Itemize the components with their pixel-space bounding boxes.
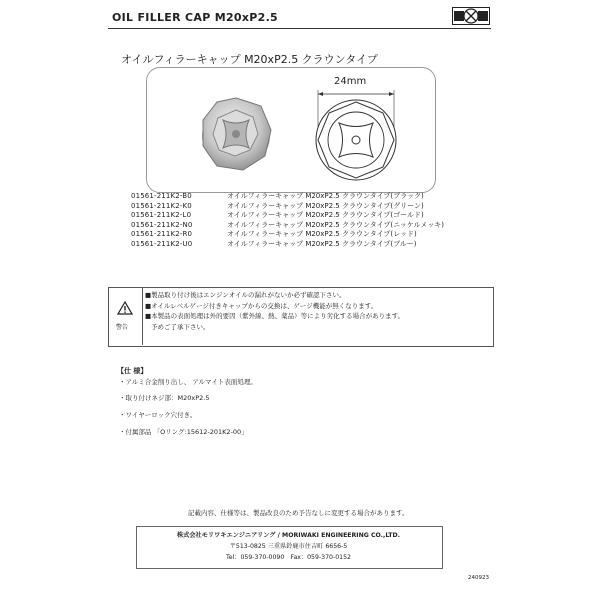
part-name: オイルフィラーキャップ M20xP2.5 クラウンタイプ(グリーン) [227,201,424,210]
part-number: 01561-211K2-B0 [131,192,192,200]
page-title: OIL FILLER CAP M20xP2.5 [112,11,278,24]
warning-label: 警告 [116,324,129,331]
spec-heading: 【仕 様】 [117,367,148,375]
part-number: 01561-211K2-N0 [131,220,193,229]
part-name: オイルフィラーキャップ M20xP2.5 クラウンタイプ(ニッケルメッキ) [227,220,444,229]
product-drawing-top [306,84,406,184]
part-number: 01561-211K2-U0 [131,239,193,248]
header-rule [108,28,491,29]
company-phone: Tel：059-370-0090 Fax：059-370-0152 [226,554,351,561]
list-item [131,221,444,231]
part-name: オイルフィラーキャップ M20xP2.5 クラウンタイプ(レッド) [227,230,417,239]
list-item [131,211,444,221]
dimension-label: 24mm [334,76,367,87]
spec-item: ・取り付けネジ部：M20xP2.5 [119,394,210,402]
spec-item: ・アルミ合金削り出し、 アルマイト表面処理。 [119,378,257,386]
list-item [131,230,444,240]
parts-list [131,192,444,250]
document-code: 240923 [468,575,489,581]
list-item [131,202,444,212]
part-name: オイルフィラーキャップ M20xP2.5 クラウンタイプ(ゴールド) [227,211,424,220]
warning-line: ■オイルレベルゲージ付きキャップからの交換は、ゲージ機能が無くなります。 [145,301,378,310]
spec-item: ・ワイヤーロック穴付き。 [119,411,197,419]
warning-line: ■本製品の表面処理は外的要因（紫外線、熱、薬品）等により劣化する場合があります。 [145,312,405,320]
product-photo-angled [195,92,277,174]
company-name: 株式会社モリワキエンジニアリング / MORIWAKI ENGINEERING CO.,LTD. [177,532,400,539]
warning-icon-cell [108,287,143,345]
list-item [131,192,444,202]
part-number: 01561-211K2-L0 [131,211,192,220]
change-notice: 記載内容、仕様等は、製品改良のため予告なしに変更する場合があります。 [188,509,409,517]
product-subtitle: オイルフィラーキャップ M20xP2.5 クラウンタイプ [121,53,378,66]
part-name: オイルフィラーキャップ M20xP2.5 クラウンタイプ(ブラック) [227,192,424,200]
moriwaki-logo [452,7,490,25]
warning-line: ■製品取り付け後はエンジンオイルの漏れがないか必ず確認下さい。 [145,291,346,299]
spec-item: ・付属部品 「Oリング:15612-201K2-00」 [119,428,248,436]
warning-line: 予めご了承下さい。 [151,322,210,331]
list-item [131,240,444,250]
part-number: 01561-211K2-K0 [131,201,192,210]
part-name: オイルフィラーキャップ M20xP2.5 クラウンタイプ(ブルー) [227,239,417,248]
warning-text [145,290,404,332]
warning-triangle-icon [117,301,133,315]
company-address: 〒513-0825 三重県鈴鹿市住吉町 6656-5 [229,543,348,550]
part-number: 01561-211K2-R0 [131,230,193,239]
